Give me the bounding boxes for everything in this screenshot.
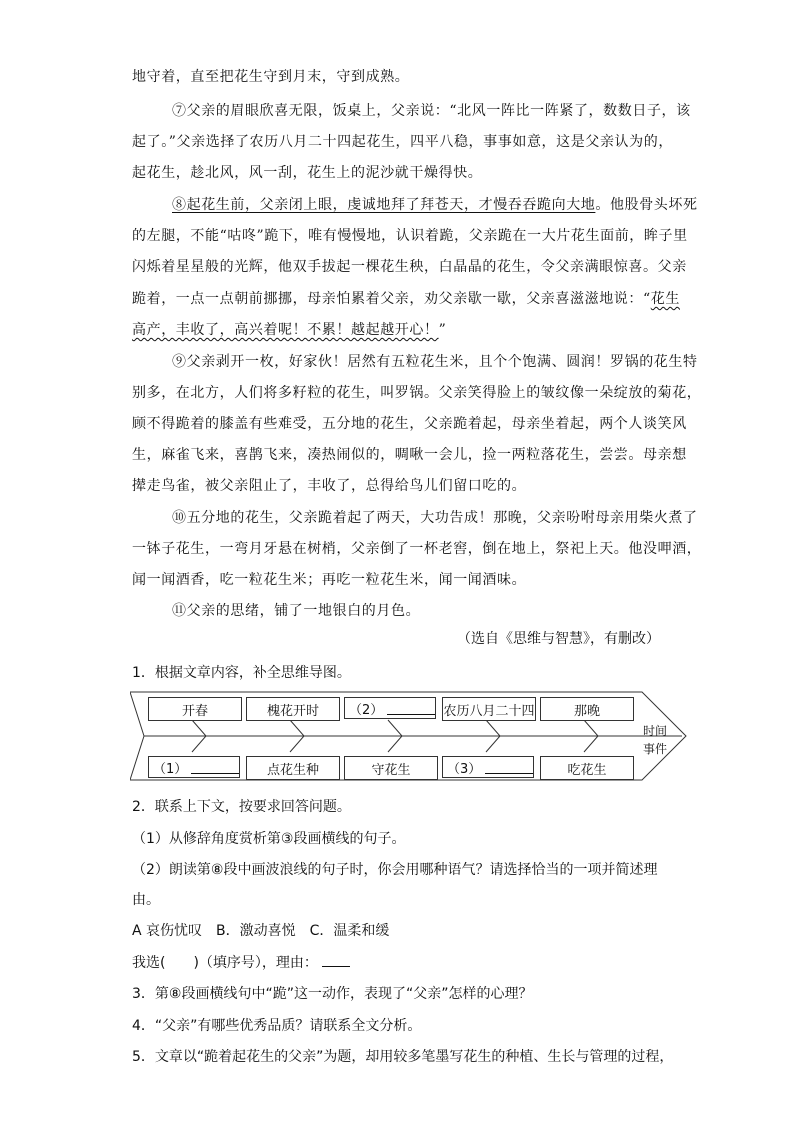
text: ” [438, 322, 447, 338]
paragraph-9-line: ⑨父亲剥开一枚，好家伙！居然有五粒花生米，且个个饱满、圆润！罗锅的花生特 [172, 354, 698, 370]
blank-label: （2） [349, 702, 384, 718]
question-3: 3．第⑧段画横线句中“跪”这一动作，表现了“父亲”怎样的心理？ [132, 986, 533, 1002]
map-box-blank-1[interactable] [148, 756, 240, 778]
answer-blank[interactable] [322, 954, 350, 967]
paragraph-9-line: 生，麻雀飞来，喜鹊飞来，凑热闹似的，啁啾一会儿，捡一两粒落花生，尝尝。母亲想 [132, 447, 687, 463]
map-box-spring: 开春 [148, 697, 242, 721]
paragraph-10-line: 一钵子花生，一弯月牙悬在树梢，父亲倒了一杯老窖，倒在地上，祭祀上天。他没呷酒， [132, 541, 702, 557]
question-2-2: （2）朗读第⑧段中画波浪线的句子时，你会用哪种语气？请选择恰当的一项并简述理 [132, 862, 658, 878]
answer-prompt: 我选( )（填序号），理由： [132, 955, 318, 971]
paragraph-7-line: 起花生，趁北风，风一刮，花生上的泥沙就干燥得快。 [132, 165, 483, 181]
question-1: 1．根据文章内容，补全思维导图。 [132, 665, 351, 681]
blank-line[interactable] [191, 761, 239, 774]
paragraph-8-line [132, 288, 680, 308]
blank-label: （3） [447, 761, 482, 777]
blank-line[interactable] [485, 761, 533, 774]
question-2-2-cont: 由。 [132, 892, 160, 908]
paragraph-8-line: 的左腿，不能“咕咚”跪下，唯有慢慢地，认识着跪，父亲跪在一大片花生面前，眸子里 [132, 228, 688, 244]
text: 。他股骨头坏死 [595, 197, 698, 213]
paragraph-9-line: 顾不得跪着的膝盖有些难受，五分地的花生，父亲跪着起，母亲坐着起，两个人谈笑风 [132, 416, 687, 432]
blank-label: （1） [153, 761, 188, 777]
question-5: 5．文章以“跪着起花生的父亲”为题，却用较多笔墨写花生的种植、生长与管理的过程， [132, 1049, 674, 1065]
blank-line[interactable] [387, 702, 435, 715]
map-box-blank-3[interactable] [442, 756, 534, 778]
paragraph-9-line: 别多，在北方，人们将多籽粒的花生，叫罗锅。父亲笑得脸上的皱纹像一朵绽放的菊花， [132, 385, 702, 401]
passage-line: 地守着，直至把花生守到月末，守到成熟。 [132, 69, 410, 85]
map-box-locust-bloom: 槐花开时 [246, 697, 340, 721]
paragraph-8-line [172, 194, 698, 214]
wavy-underlined-sentence: 高产，丰收了，高兴着呢！不累！越起越开心！ [132, 322, 439, 338]
arrow-label-event: 事件 [643, 742, 668, 756]
question-2-options: A 哀伤忧叹 B．激动喜悦 C．温柔和缓 [132, 923, 390, 939]
question-2-answer-line [132, 952, 350, 972]
paragraph-7-line: ⑦父亲的眉眼欣喜无限，饭桌上，父亲说：“北风一阵比一阵紧了，数数日子，该 [172, 103, 691, 119]
source-note: （选自《思维与智慧》，有删改） [457, 631, 660, 647]
text: 跪着，一点一点朝前挪挪，母亲怕累着父亲，劝父亲歇一歇，父亲喜滋滋地说：“ [132, 291, 651, 307]
map-box-plant-seeds: 点花生种 [246, 756, 340, 780]
paragraph-10-line: ⑩五分地的花生，父亲跪着起了两天，大功告成！那晚，父亲吩咐母亲用柴火煮了 [172, 510, 698, 526]
paragraph-8-line [132, 319, 446, 339]
question-4: 4．“父亲”有哪些优秀品质？请联系全文分析。 [132, 1018, 422, 1034]
map-box-that-night: 那晚 [540, 697, 634, 721]
map-box-blank-2[interactable] [344, 697, 436, 719]
map-box-eat-peanuts: 吃花生 [540, 756, 634, 780]
map-box-august-24: 农历八月二十四 [442, 697, 536, 721]
paragraph-7-line: 起了。”父亲选择了农历八月二十四起花生，四平八稳，事事如意，这是父亲认为的， [132, 134, 673, 150]
map-box-guard-peanuts: 守花生 [344, 756, 438, 780]
arrow-label-time: 时间 [643, 724, 668, 738]
paragraph-11-line: ⑪父亲的思绪，铺了一地银白的月色。 [172, 603, 421, 619]
question-2: 2．联系上下文，按要求回答问题。 [132, 799, 351, 815]
paragraph-10-line: 闻一闻酒香，吃一粒花生米；再吃一粒花生米，闻一闻酒味。 [132, 572, 527, 588]
wavy-underlined-sentence: 花生 [650, 291, 680, 307]
question-2-1: （1）从修辞角度赏析第③段画横线的句子。 [132, 831, 406, 847]
paragraph-8-line: 闪烁着星星般的光辉，他双手拔起一棵花生秧，白晶晶的花生，令父亲满眼惊喜。父亲 [132, 259, 687, 275]
paragraph-9-line: 撵走鸟雀，被父亲阻止了，丰收了，总得给鸟儿们留口吃的。 [132, 478, 527, 494]
underlined-sentence: ⑧起花生前，父亲闭上眼，虔诚地拜了拜苍天，才慢吞吞跪向大地 [172, 197, 596, 213]
